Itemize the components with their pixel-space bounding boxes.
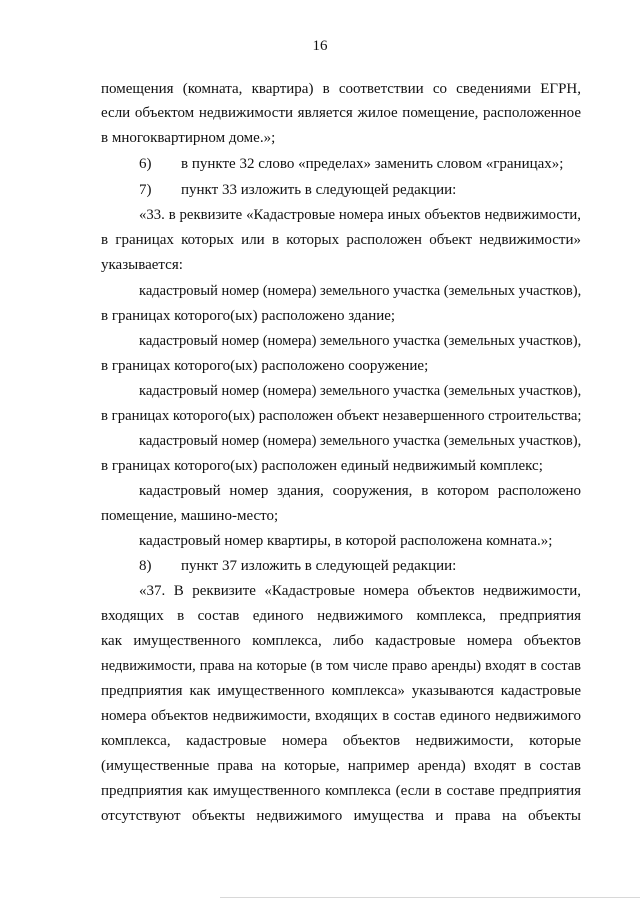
text-line: как имущественного комплекса, либо кадастровые номера объектов <box>101 633 581 649</box>
text-line: в границах которого(ых) расположен объект незавершенного строительства; <box>101 408 582 424</box>
text-line: помещения (комната, квартира) в соответствии со сведениями ЕГРН, <box>101 81 581 97</box>
text-line: кадастровый номер (номера) земельного участка (земельных участков), <box>139 333 581 349</box>
text-line: пункт 33 изложить в следующей редакции: <box>181 182 457 198</box>
text-line: (имущественные права на которые, например аренда) входят в состав <box>101 758 581 774</box>
text-line: «33. в реквизите «Кадастровые номера иных объектов недвижимости, <box>139 207 581 223</box>
text-line: входящих в состав единого недвижимого комплекса, предприятия <box>101 608 581 624</box>
text-line: предприятия как имущественного комплекса (если в составе предприятия <box>101 783 581 799</box>
scan-edge-line <box>220 897 640 898</box>
text-line: кадастровый номер (номера) земельного участка (земельных участков), <box>139 383 581 399</box>
text-line: если объектом недвижимости является жилое помещение, расположенное <box>101 105 581 121</box>
list-marker: 7) <box>139 182 152 198</box>
text-line: указывается: <box>101 257 183 273</box>
text-line: в границах которых или в которых расположен объект недвижимости» <box>101 232 581 248</box>
text-line: номера объектов недвижимости, входящих в состав единого недвижимого <box>101 708 581 724</box>
list-marker: 6) <box>139 156 152 172</box>
text-line: в пункте 32 слово «пределах» заменить словом «границах»; <box>181 156 564 172</box>
text-line: кадастровый номер (номера) земельного участка (земельных участков), <box>139 283 581 299</box>
text-line: «37. В реквизите «Кадастровые номера объектов недвижимости, <box>139 583 581 599</box>
text-line: кадастровый номер (номера) земельного участка (земельных участков), <box>139 433 581 449</box>
text-line: кадастровый номер квартиры, в которой расположена комната.»; <box>139 533 553 549</box>
list-marker: 8) <box>139 558 152 574</box>
text-line: комплекса, кадастровые номера объектов недвижимости, которые <box>101 733 581 749</box>
text-line: недвижимости, права на которые (в том числе право аренды) входят в состав <box>101 658 581 674</box>
page-number: 16 <box>312 38 328 54</box>
text-line: предприятия как имущественного комплекса» указываются кадастровые <box>101 683 581 699</box>
text-line: отсутствуют объекты недвижимого имущества и права на объекты <box>101 808 581 824</box>
text-line: в границах которого(ых) расположено здание; <box>101 308 396 324</box>
text-line: помещение, машино-место; <box>101 508 279 524</box>
text-line: в границах которого(ых) расположено сооружение; <box>101 358 429 374</box>
text-line: пункт 37 изложить в следующей редакции: <box>181 558 457 574</box>
text-line: кадастровый номер здания, сооружения, в котором расположено <box>139 483 581 499</box>
text-line: в многоквартирном доме.»; <box>101 130 276 146</box>
text-line: в границах которого(ых) расположен единый недвижимый комплекс; <box>101 458 543 474</box>
